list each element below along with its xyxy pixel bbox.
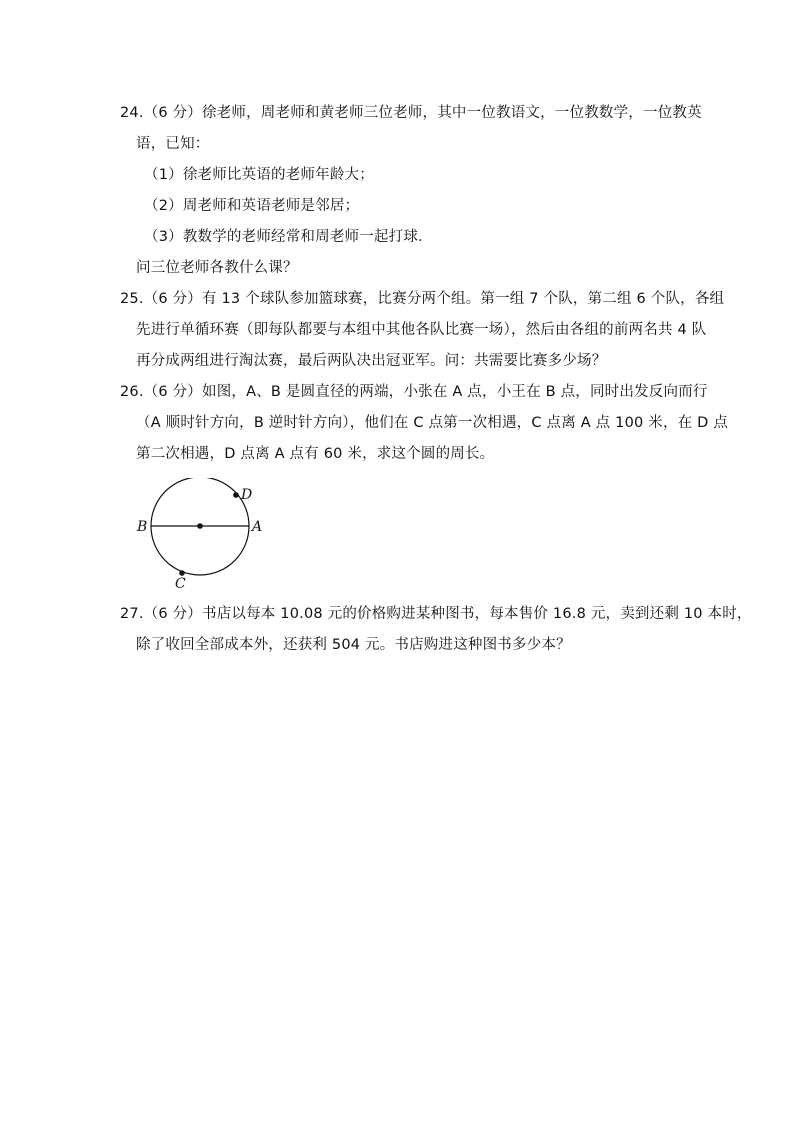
point-d (233, 492, 239, 498)
q26-line-1: 26.（6 分）如图，A、B 是圆直径的两端，小张在 A 点，小王在 B 点，同时出发反向而行 (120, 384, 708, 400)
q25-line-1: 25.（6 分）有 13 个球队参加篮球赛，比赛分两个组。第一组 7 个队，第二组 6 个队，各组 (120, 291, 725, 307)
center-point (197, 523, 203, 529)
label-a: A (252, 519, 263, 535)
q27-line-2: 除了收回全部成本外，还获利 504 元。书店购进这种图书多少本？ (136, 637, 571, 653)
q26-line-3: 第二次相遇，D 点离 A 点有 60 米，求这个圆的周长。 (136, 446, 495, 462)
q24-condition-2: （2）周老师和英语老师是邻居； (144, 198, 360, 214)
label-b: B (137, 519, 148, 535)
q24-line-2: 语，已知： (136, 136, 210, 152)
q26-line-2: （A 顺时针方向，B 逆时针方向），他们在 C 点第一次相遇，C 点离 A 点 100 米，在 D 点 (136, 415, 729, 431)
label-c: C (175, 576, 186, 592)
label-d: D (241, 487, 253, 503)
q24-question: 问三位老师各教什么课？ (136, 260, 298, 276)
q24-condition-3: （3）教数学的老师经常和周老师一起打球． (144, 229, 433, 245)
point-c (179, 570, 185, 576)
q25-line-2: 先进行单循环赛（即每队都要与本组中其他各队比赛一场），然后由各组的前两名共 4 队 (136, 322, 707, 338)
q25-line-3: 再分成两组进行淘汰赛，最后两队决出冠亚军。问：共需要比赛多少场？ (136, 353, 607, 369)
q27-line-1: 27.（6 分）书店以每本 10.08 元的价格购进某种图书，每本售价 16.8 元，卖到还剩 10 本时， (120, 606, 752, 622)
circle-diagram (128, 478, 278, 598)
q24-condition-1: （1）徐老师比英语的老师年龄大； (144, 167, 374, 183)
q24-line-1: 24.（6 分）徐老师，周老师和黄老师三位老师，其中一位教语文，一位教数学，一位教英 (120, 105, 702, 121)
